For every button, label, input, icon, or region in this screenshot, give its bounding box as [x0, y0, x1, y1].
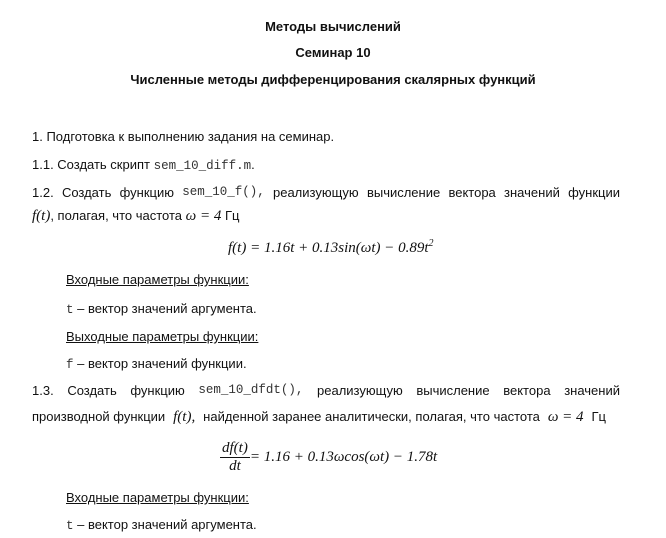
input-param-t-2: t – вектор значений аргумента.: [66, 517, 257, 533]
word: реализующую: [317, 383, 403, 398]
input-params-label-2: Входные параметры функции:: [66, 490, 249, 505]
section-1-1: [32, 157, 255, 173]
word: вектора: [503, 383, 551, 398]
derivative-fraction: $\frac{df(t)}{dt}$: [222, 440, 248, 474]
section-1-1-suffix: .: [251, 157, 255, 172]
output-param-f: f – вектор значений функции.: [66, 356, 247, 372]
word: 1.3.: [32, 383, 54, 398]
word: Создать: [61, 185, 112, 200]
omega-value: ω = 4: [185, 208, 222, 224]
word: реализующую: [272, 185, 359, 200]
frequency-unit: Гц: [221, 208, 240, 223]
output-params-label: Выходные параметры функции:: [66, 329, 259, 344]
word: значений: [564, 383, 620, 398]
input-param-t: t – вектор значений аргумента.: [66, 301, 257, 317]
word: функцию: [130, 383, 185, 398]
section-1-2-line2: [32, 208, 239, 225]
word: Создать: [67, 383, 117, 398]
derivative-formula: $\frac{df(t)}{dt}$ = 1.16 + 0.13ωcos(ωt) − 1.78t: [222, 440, 438, 474]
section-1-1-prefix: 1.1. Создать скрипт: [32, 157, 154, 172]
function-formula: $f(t) = 1.16t + 0.13\sin(\omega t) - 0.89t^2$: [228, 238, 434, 256]
frequency-text: , полагая, что частота: [50, 208, 186, 223]
course-title: Методы вычислений: [265, 19, 401, 34]
word: 1.2.: [32, 185, 54, 200]
word: вычисление: [416, 383, 490, 398]
section-1-3-line1: [32, 383, 620, 398]
word: вектора: [448, 185, 496, 200]
word: функцию: [119, 185, 174, 200]
word: функции: [568, 185, 620, 200]
function-name-dfdt: sem_10_dfdt(),: [198, 383, 304, 397]
section-1-3-line2: производной функции f(t), найденной заранее аналитически, полагая, что частота ω = 4 Гц: [32, 409, 606, 425]
omega-value: ω = 4: [547, 409, 584, 425]
function-symbol: f(t),: [173, 409, 196, 425]
seminar-title: Семинар 10: [295, 45, 371, 60]
word: вычисление: [366, 185, 441, 200]
script-filename: sem_10_diff.m: [153, 159, 252, 173]
input-params-label: Входные параметры функции:: [66, 272, 249, 287]
word: значений: [504, 185, 560, 200]
function-name-f: sem_10_f(),: [182, 185, 265, 199]
section-1-heading: 1. Подготовка к выполнению задания на семинар.: [32, 129, 335, 144]
topic-title: Численные методы дифференцирования скалярных функций: [130, 72, 536, 87]
section-1-2-line1: [32, 185, 620, 200]
function-symbol: f(t): [32, 208, 51, 224]
